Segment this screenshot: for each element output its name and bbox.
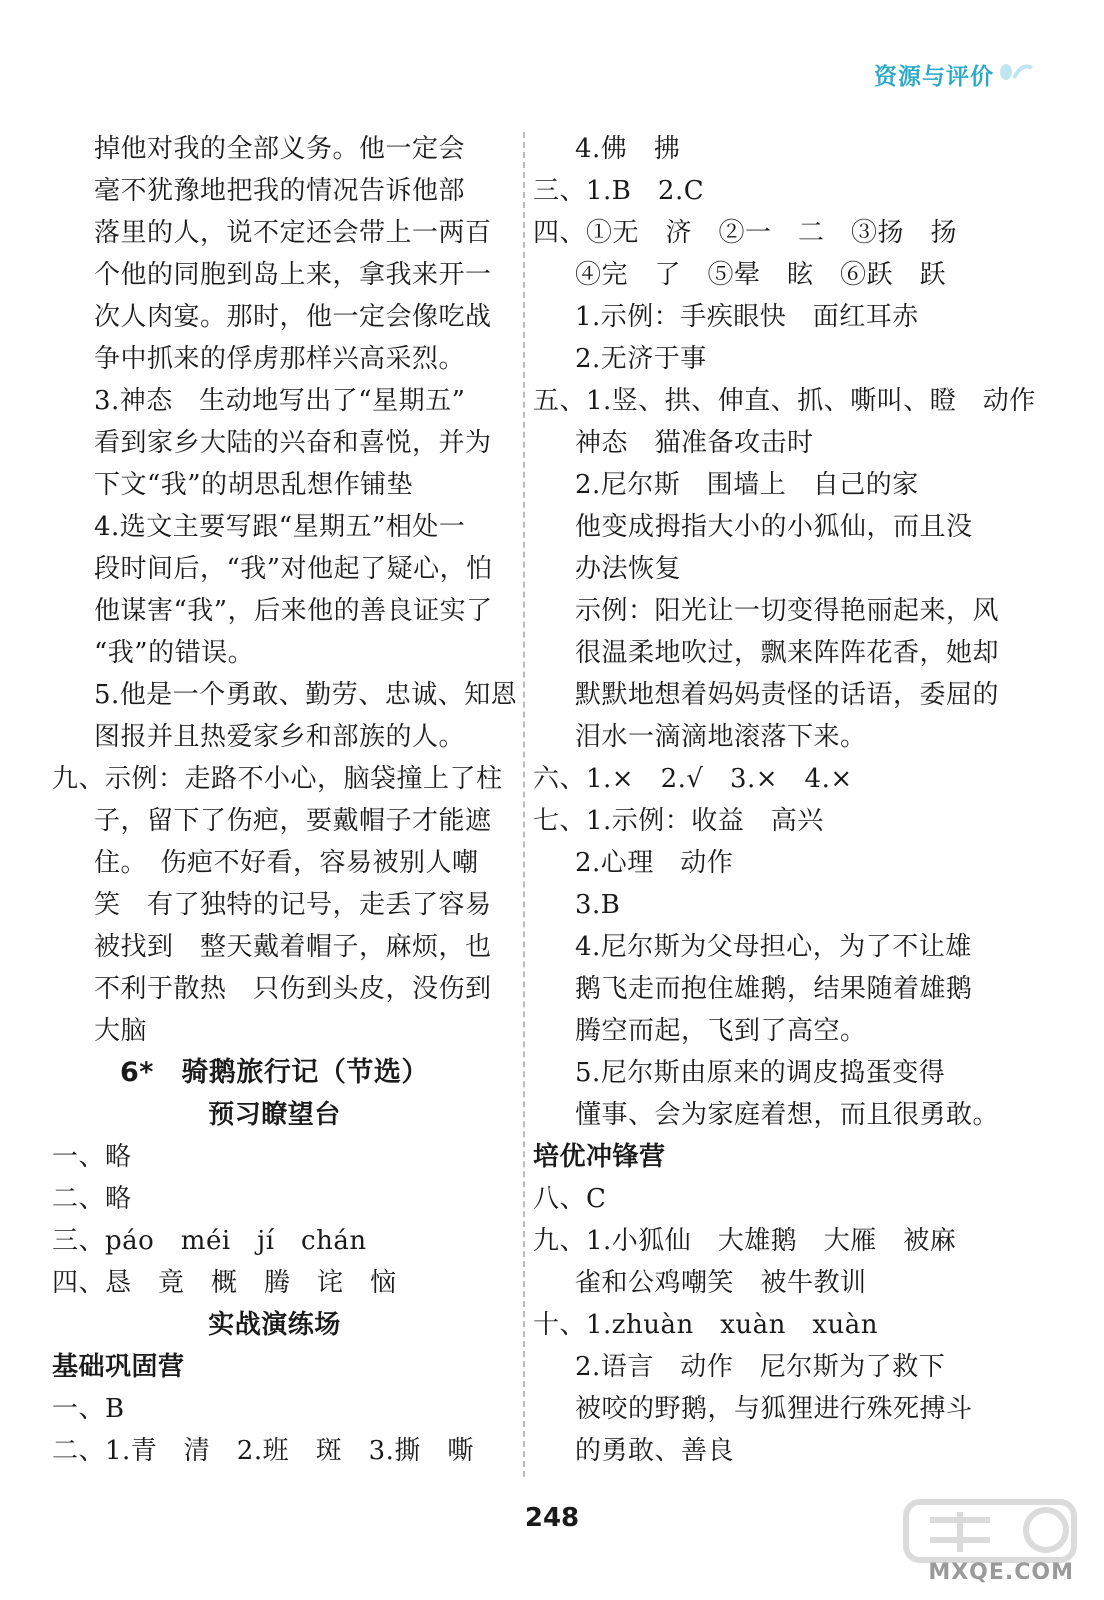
right-column-line: 五、1.竖、拱、伸直、抓、嘶叫、瞪 动作: [533, 386, 1036, 416]
watermark-site: MXQE.COM: [928, 1560, 1074, 1585]
column-divider: [523, 132, 525, 1477]
left-column-line: 争中抓来的俘虏那样兴高采烈。: [94, 344, 466, 374]
left-column-line: 笑 有了独特的记号，走丢了容易: [94, 890, 492, 920]
left-column-line: 段时间后，“我”对他起了疑心，怕: [94, 554, 493, 584]
right-column-line: 1.示例：手疾眼快 面红耳赤: [575, 302, 919, 332]
header-title: 资源与评价: [874, 64, 994, 90]
right-column-line: 4.尼尔斯为父母担心，为了不让雄: [575, 932, 972, 962]
right-column-line: 神态 猫准备攻击时: [575, 428, 814, 458]
right-column: [533, 128, 1036, 1472]
left-column-line: 他谋害“我”，后来他的善良证实了: [94, 596, 493, 626]
right-column-line: 默默地想着妈妈责怪的话语，委屈的: [575, 680, 1000, 710]
right-column-line: 四、①无 济 ②一 二 ③扬 扬: [533, 218, 958, 248]
right-column-line: 七、1.示例：收益 高兴: [533, 806, 824, 836]
left-column-line: 预习瞭望台: [208, 1100, 341, 1130]
page-number: 248: [524, 1503, 580, 1533]
right-column-line: 2.心理 动作: [575, 848, 734, 878]
right-column-line: 八、C: [533, 1184, 607, 1214]
right-column-line: 4.佛 拂: [575, 134, 681, 164]
right-column-line: 鹅飞走而抱住雄鹅，结果随着雄鹅: [575, 974, 973, 1004]
left-column-line: 一、B: [52, 1394, 125, 1424]
left-column-line: 不利于散热 只伤到头皮，没伤到: [94, 974, 492, 1004]
right-column-line: 九、1.小狐仙 大雄鹅 大雁 被麻: [533, 1226, 957, 1256]
right-column-line: 2.无济于事: [575, 344, 707, 374]
left-column-line: 3.神态 生动地写出了“星期五”: [94, 386, 466, 416]
right-column-line: 示例：阳光让一切变得艳丽起来，风: [575, 596, 1000, 626]
left-column-line: 四、恳 竟 概 腾 诧 恼: [52, 1268, 397, 1298]
right-column-line: 的勇敢、善良: [575, 1436, 735, 1466]
left-column-line: 一、略: [52, 1142, 132, 1172]
right-column-line: 他变成拇指大小的小狐仙，而且没: [575, 512, 973, 542]
right-column-line: 2.语言 动作 尼尔斯为了救下: [575, 1352, 946, 1382]
right-column-line: ④完 了 ⑤晕 眩 ⑥跃 跃: [575, 260, 947, 290]
left-column-line: 5.他是一个勇敢、勤劳、忠诚、知恩: [94, 680, 518, 710]
left-column-line: 二、1.青 清 2.班 斑 3.撕 嘶: [52, 1436, 474, 1466]
left-column-line: 二、略: [52, 1184, 132, 1214]
left-column-line: 次人肉宴。那时，他一定会像吃战: [94, 302, 492, 332]
right-column-line: 办法恢复: [575, 554, 682, 584]
left-column-line: 掉他对我的全部义务。他一定会: [94, 134, 466, 164]
right-column-line: 六、1.× 2.√ 3.× 4.×: [533, 764, 853, 794]
header-decoration-icon: [998, 60, 1034, 82]
right-column-line: 懂事、会为家庭着想，而且很勇敢。: [575, 1100, 1000, 1130]
right-column-line: 泪水一滴滴地滚落下来。: [575, 722, 867, 752]
left-column-line: 住。 伤疤不好看，容易被别人嘲: [94, 848, 479, 878]
left-column-line: 个他的同胞到岛上来，拿我来开一: [94, 260, 492, 290]
right-column-line: 三、1.B 2.C: [533, 176, 705, 206]
left-column-line: 6* 骑鹅旅行记（节选）: [120, 1057, 429, 1088]
left-column: [52, 128, 518, 1472]
left-column-line: 落里的人，说不定还会带上一两百: [94, 218, 492, 248]
left-column-line: 实战演练场: [208, 1310, 341, 1340]
left-column-line: “我”的错误。: [94, 638, 255, 668]
left-column-line: 大脑: [94, 1016, 148, 1046]
left-column-line: 被找到 整天戴着帽子，麻烦，也: [94, 932, 492, 962]
left-column-line: 九、示例：走路不小心，脑袋撞上了柱: [52, 764, 503, 794]
right-column-line: 2.尼尔斯 围墙上 自己的家: [575, 470, 919, 500]
right-column-line: 十、1.zhuàn xuàn xuàn: [533, 1310, 879, 1340]
left-column-line: 下文“我”的胡思乱想作铺垫: [94, 470, 414, 500]
left-column-line: 毫不犹豫地把我的情况告诉他部: [94, 176, 466, 206]
right-column-line: 被咬的野鹅，与狐狸进行殊死搏斗: [575, 1394, 973, 1424]
right-column-line: 3.B: [575, 890, 621, 920]
right-column-line: 很温柔地吹过，飘来阵阵花香，她却: [575, 638, 1000, 668]
left-column-line: 图报并且热爱家乡和部族的人。: [94, 722, 466, 752]
left-column-line: 看到家乡大陆的兴奋和喜悦，并为: [94, 428, 492, 458]
right-column-line: 腾空而起，飞到了高空。: [575, 1016, 867, 1046]
left-column-line: 4.选文主要写跟“星期五”相处一: [94, 512, 466, 542]
left-column-line: 基础巩固营: [52, 1352, 185, 1382]
left-column-line: 子，留下了伤疤，要戴帽子才能遮: [94, 806, 492, 836]
right-column-line: 培优冲锋营: [533, 1142, 666, 1172]
right-column-line: 5.尼尔斯由原来的调皮捣蛋变得: [575, 1058, 946, 1088]
right-column-line: 雀和公鸡嘲笑 被牛教训: [575, 1268, 867, 1298]
left-column-line: 三、páo méi jí chán: [52, 1226, 367, 1256]
